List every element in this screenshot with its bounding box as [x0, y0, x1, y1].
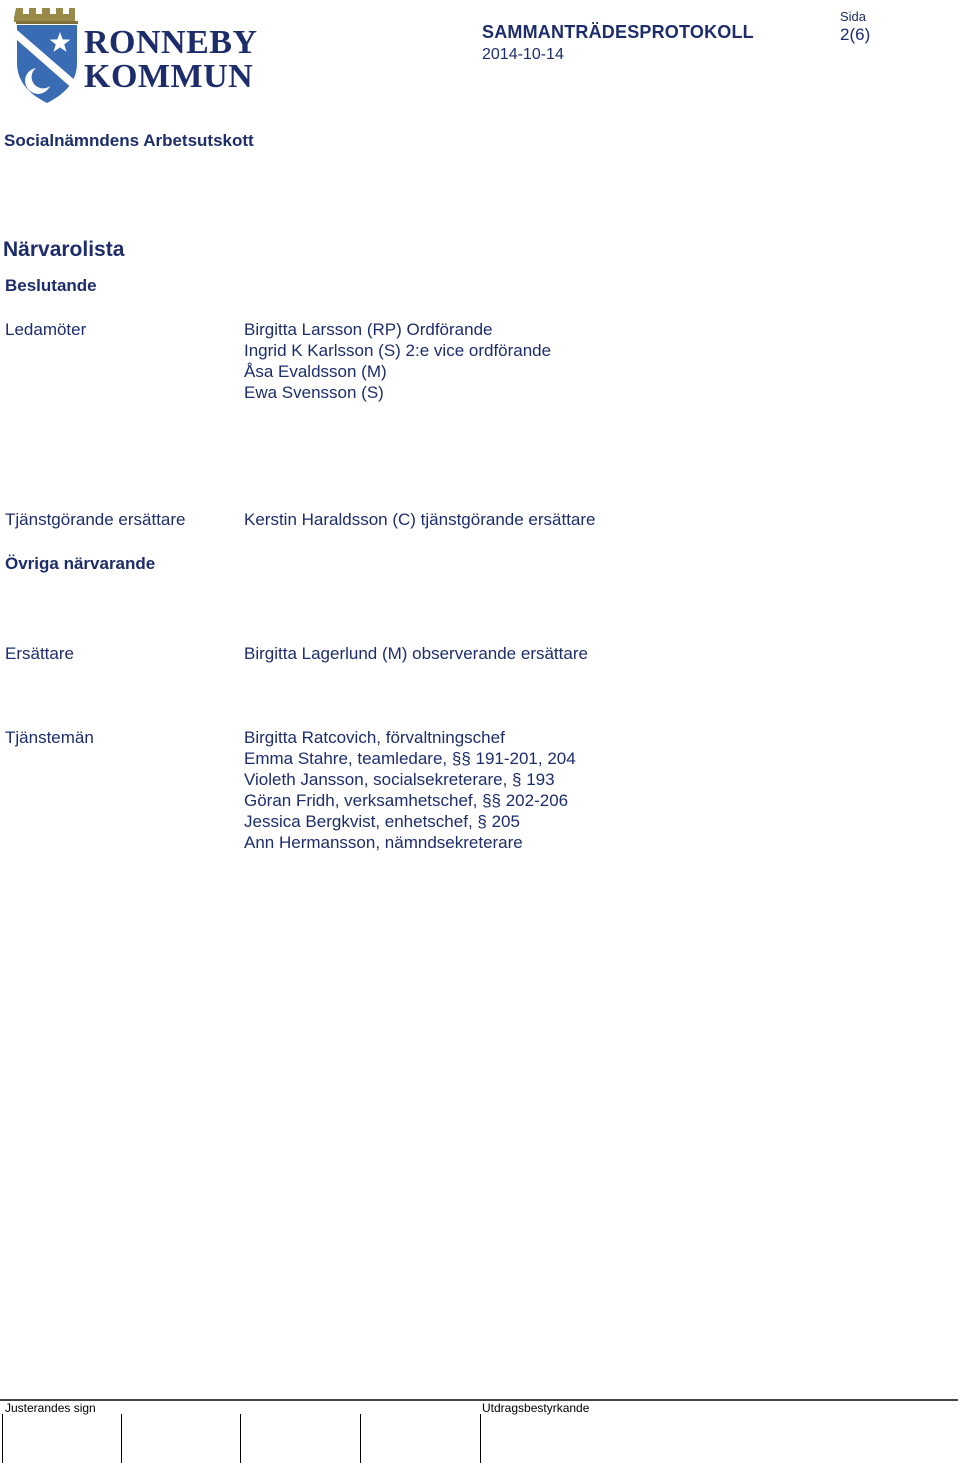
officials-label: Tjänstemän: [5, 728, 94, 747]
signature-box-divider: [2, 1414, 3, 1463]
page-number: 2(6): [840, 25, 871, 44]
list-item: Birgitta Ratcovich, förvaltningschef: [244, 728, 505, 747]
members-list: [244, 319, 551, 403]
logo-line-kommun: KOMMUN: [84, 58, 254, 95]
committee-name: Socialnämndens Arbetsutskott: [4, 131, 254, 150]
list-item: Ingrid K Karlsson (S) 2:e vice ordförande: [244, 341, 552, 360]
signature-box-divider: [121, 1414, 122, 1463]
list-item: Ann Hermansson, nämndsekreterare: [244, 833, 523, 852]
serving-substitutes-label: Tjänstgörande ersättare: [5, 510, 186, 529]
footer-divider: [0, 1399, 958, 1401]
logo-line-ronneby: RONNEBY: [84, 24, 258, 61]
list-item: Birgitta Lagerlund (M) observerande ersättare: [244, 644, 588, 663]
members-label: Ledamöter: [5, 320, 87, 339]
substitutes-label: Ersättare: [5, 644, 74, 663]
serving-substitutes-list: [244, 509, 596, 530]
ronneby-kommun-logo: [14, 4, 269, 104]
adjuster-sign-label: Justerandes sign: [5, 1401, 96, 1415]
decision-makers-heading: Beslutande: [5, 276, 97, 295]
signature-box-divider: [480, 1414, 481, 1463]
list-item: Jessica Bergkvist, enhetschef, § 205: [244, 812, 520, 831]
list-item: Åsa Evaldsson (M): [244, 362, 387, 381]
page-label: Sida: [840, 9, 867, 24]
list-item: Emma Stahre, teamledare, §§ 191-201, 204: [244, 749, 576, 768]
extract-certification-label: Utdragsbestyrkande: [482, 1401, 590, 1415]
others-heading: Övriga närvarande: [5, 554, 156, 573]
meeting-date: 2014-10-14: [482, 46, 564, 63]
coat-of-arms-icon: [14, 4, 80, 104]
list-item: Birgitta Larsson (RP) Ordförande: [244, 320, 493, 339]
list-item: Göran Fridh, verksamhetschef, §§ 202-206: [244, 791, 569, 810]
officials-list: [244, 727, 576, 853]
substitutes-list: [244, 643, 588, 664]
document-type: SAMMANTRÄDESPROTOKOLL: [482, 22, 754, 42]
attendance-title: Närvarolista: [3, 238, 125, 261]
signature-box-divider: [240, 1414, 241, 1463]
signature-box-divider: [360, 1414, 361, 1463]
list-item: Ewa Svensson (S): [244, 383, 384, 402]
list-item: Kerstin Haraldsson (C) tjänstgörande ersättare: [244, 510, 596, 529]
list-item: Violeth Jansson, socialsekreterare, § 193: [244, 770, 555, 789]
